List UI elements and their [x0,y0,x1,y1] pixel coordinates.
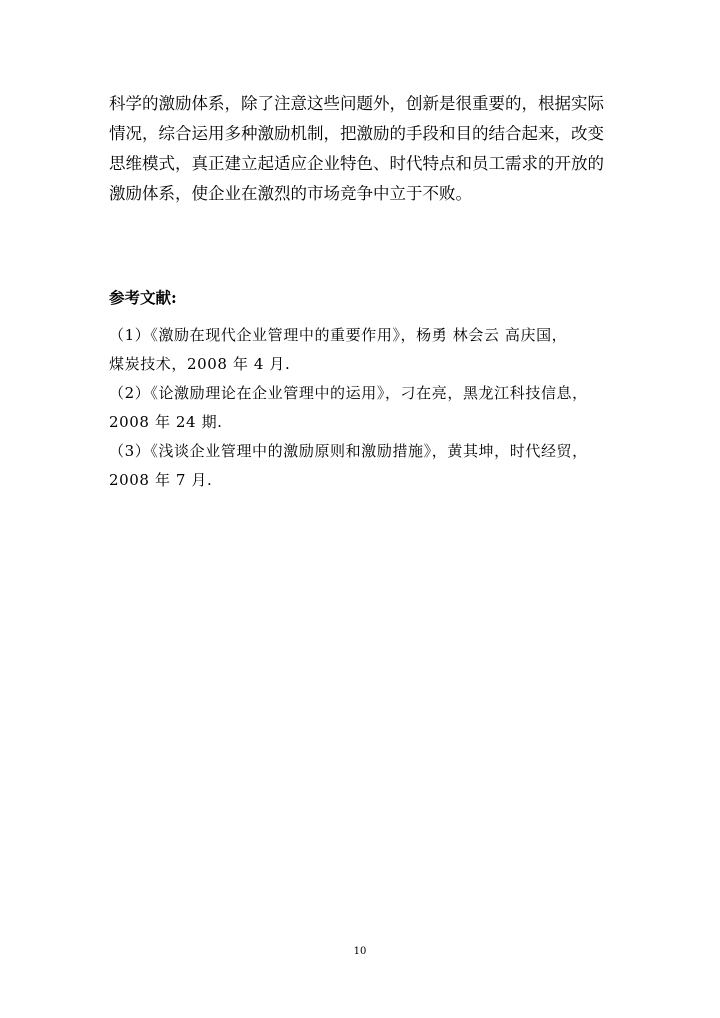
body-line-4: 激励体系，使企业在激烈的市场竞争中立于不败。 [109,184,472,203]
body-line-2: 情况，综合运用多种激励机制，把激励的手段和目的结合起来，改变 [109,124,604,143]
references-heading: 参考文献: [109,288,177,307]
references-section [109,287,629,495]
body-paragraph [109,89,619,209]
reference-1-line-2: 煤炭技术，2008 年 4 月. [109,355,291,373]
reference-3-line-2: 2008 年 7 月. [109,471,213,489]
reference-2-line-1: （2）《论激励理论在企业管理中的运用》，刁在亮，黑龙江科技信息， [109,384,588,402]
page-number: 10 [353,946,367,957]
body-line-3: 思维模式，真正建立起适应企业特色、时代特点和员工需求的开放的 [109,154,604,173]
reference-3-line-1: （3）《浅谈企业管理中的激励原则和激励措施》，黄其坤，时代经贸， [109,442,588,460]
body-line-1: 科学的激励体系，除了注意这些问题外，创新是很重要的，根据实际 [109,94,604,113]
reference-2-line-2: 2008 年 24 期. [109,413,223,431]
reference-1-line-1: （1）《激励在现代企业管理中的重要作用》，杨勇 林会云 高庆国， [109,326,568,344]
